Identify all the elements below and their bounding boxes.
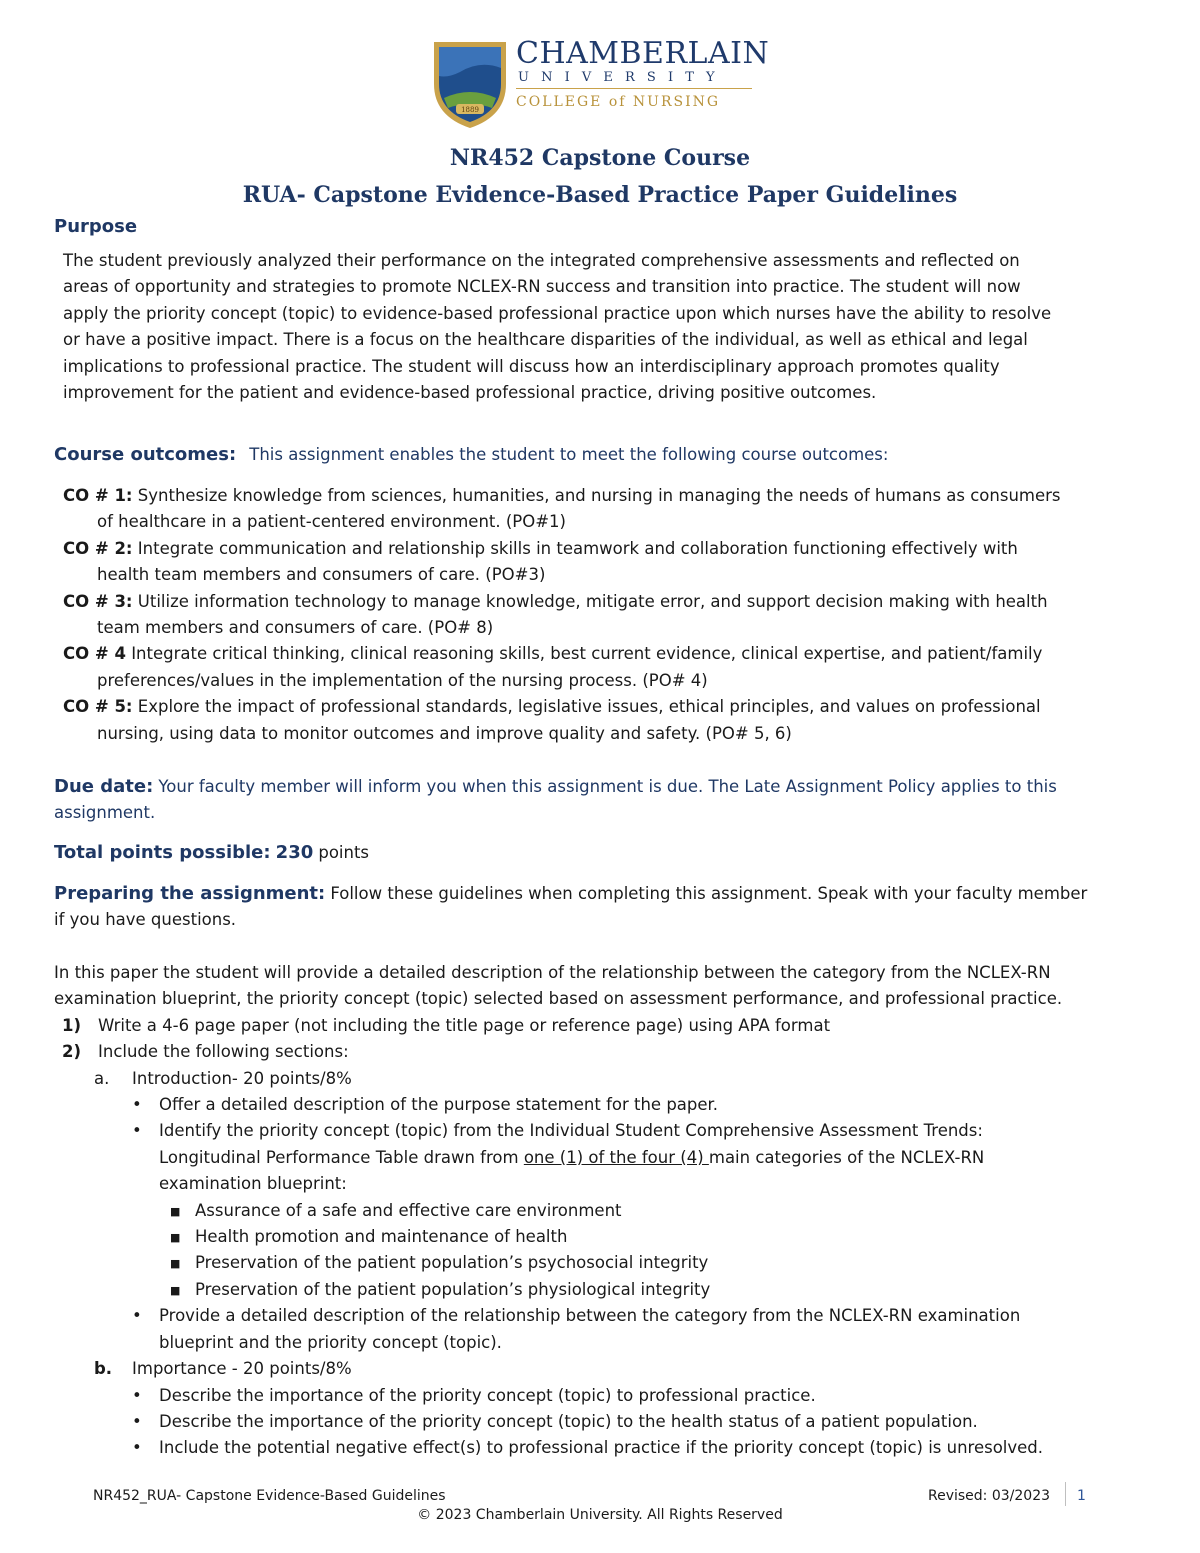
bullet-text-part: Longitudinal Performance Table drawn from: [159, 1147, 524, 1167]
outcome-text: Explore the impact of professional standards, legislative issues, ethical principles, and values on professional: [137, 697, 1041, 717]
due-date-text-cont: assignment.: [54, 803, 156, 823]
square-bullet-icon: ■: [170, 1283, 181, 1297]
step-number: 2): [62, 1042, 82, 1062]
footer-doc-name: NR452_RUA- Capstone Evidence-Based Guidelines: [93, 1488, 446, 1504]
footer-revised: Revised: 03/2023: [928, 1488, 1051, 1504]
footer-page-number: 1: [1077, 1488, 1086, 1504]
intro-line: examination blueprint, the priority concept (topic) selected based on assessment performance, and professional practice.: [54, 989, 1063, 1009]
step-item: [54, 1039, 1164, 1065]
sub-bullet-item: [54, 1250, 1164, 1276]
step-number: 1): [62, 1015, 82, 1035]
outcome-item: [63, 589, 1153, 642]
underlined-text: one (1) of the four (4): [523, 1147, 709, 1167]
course-title: NR452 Capstone Course: [449, 145, 751, 171]
chamberlain-logo: [430, 36, 770, 130]
bullet-icon: •: [132, 1385, 142, 1405]
purpose-line: areas of opportunity and strategies to promote NCLEX-RN success and transition into practice. The student will now: [63, 277, 1021, 297]
bullet-item: [54, 1435, 1164, 1461]
outcome-label: CO # 5:: [63, 697, 133, 717]
paper-title: RUA- Capstone Evidence-Based Practice Paper Guidelines: [242, 182, 958, 208]
step-text: Write a 4-6 page paper (not including the title page or reference page) using APA format: [98, 1015, 831, 1035]
purpose-line: improvement for the patient and evidence-based professional practice, driving positive outcomes.: [63, 383, 877, 403]
footer-divider: [1065, 1482, 1066, 1506]
section-a: [54, 1066, 1164, 1092]
outcome-text: Integrate communication and relationship skills in teamwork and collaboration functioning effectively with: [137, 538, 1018, 558]
total-points-value: 230: [275, 842, 314, 863]
outcome-text-cont: nursing, using data to monitor outcomes and improve quality and safety. (PO# 5, 6): [97, 723, 792, 743]
section-a-label: a.: [94, 1068, 110, 1088]
preparing-heading: Preparing the assignment:: [54, 883, 326, 904]
outcome-label: CO # 3:: [63, 591, 133, 611]
outcome-text: Integrate critical thinking, clinical reasoning skills, best current evidence, clinical expertise, and patient/family: [131, 644, 1043, 664]
sub-bullet-text: Preservation of the patient population’s physiological integrity: [195, 1279, 711, 1299]
logo-name: CHAMBERLAIN: [516, 36, 770, 71]
bullet-icon: •: [132, 1095, 142, 1115]
bullet-text: Identify the priority concept (topic) from the Individual Student Comprehensive Assessment Trends:: [159, 1121, 983, 1141]
outcome-text: Synthesize knowledge from sciences, humanities, and nursing in managing the needs of humans as consumers: [137, 486, 1061, 505]
outcome-text-cont: health team members and consumers of care. (PO#3): [97, 565, 546, 585]
logo-university: U N I V E R S I T Y: [518, 70, 719, 85]
course-outcomes-heading: Course outcomes:: [54, 444, 237, 465]
outcome-item: [63, 641, 1153, 694]
outcome-text: Utilize information technology to manage knowledge, mitigate error, and support decision making with health: [137, 591, 1048, 611]
outcome-item: [63, 694, 1153, 747]
bullet-item: [54, 1118, 1164, 1144]
step-text: Include the following sections:: [98, 1042, 349, 1062]
purpose-line: The student previously analyzed their performance on the integrated comprehensive assessments and reflected on: [63, 251, 1020, 270]
total-points-row: [54, 840, 369, 866]
purpose-line: apply the priority concept (topic) to evidence-based professional practice upon which nurses have the ability to resolve: [63, 303, 1052, 323]
outcome-label: CO # 2:: [63, 538, 133, 558]
outcome-item: [63, 483, 1153, 536]
bullet-text-cont: examination blueprint:: [159, 1174, 347, 1194]
preparing-section: [54, 881, 1154, 934]
logo-college: COLLEGE of NURSING: [516, 94, 721, 110]
step-item: [54, 1013, 1164, 1039]
outcome-text-cont: preferences/values in the implementation of the nursing process. (PO# 4): [97, 670, 708, 690]
square-bullet-icon: ■: [170, 1257, 181, 1271]
preparing-text-cont: if you have questions.: [54, 910, 237, 930]
bullet-item: [54, 1092, 1164, 1118]
bullet-icon: •: [132, 1306, 142, 1326]
bullet-icon: •: [132, 1121, 142, 1141]
bullet-text-cont: blueprint and the priority concept (topic).: [159, 1332, 502, 1352]
bullet-text: Describe the importance of the priority concept (topic) to professional practice.: [159, 1385, 816, 1405]
outcome-label: CO # 1:: [63, 486, 133, 505]
outcome-text-cont: of healthcare in a patient-centered environment. (PO#1): [97, 512, 566, 532]
logo-divider: [516, 88, 752, 89]
course-outcomes-intro: This assignment enables the student to meet the following course outcomes:: [249, 445, 889, 464]
section-b-title: Importance - 20 points/8%: [132, 1359, 352, 1379]
bullet-icon: •: [132, 1438, 142, 1458]
bullet-item: [54, 1409, 1164, 1435]
purpose-line: or have a positive impact. There is a focus on the healthcare disparities of the individual, as well as ethical and legal: [63, 330, 1028, 350]
sub-bullet-item: [54, 1198, 1164, 1224]
outcome-label: CO # 4: [63, 644, 126, 664]
bullet-item: [54, 1383, 1164, 1409]
total-points-unit: points: [318, 843, 370, 862]
bullet-item: [54, 1303, 1164, 1329]
purpose-heading: Purpose: [54, 216, 138, 237]
sub-bullet-item: [54, 1277, 1164, 1303]
sub-bullet-text: Assurance of a safe and effective care environment: [195, 1200, 622, 1220]
section-b: [54, 1356, 1164, 1382]
svg-text:1889: 1889: [461, 106, 479, 114]
instructions-body: [54, 960, 1164, 1462]
outcome-text-cont: team members and consumers of care. (PO# 8): [97, 618, 494, 638]
intro-line: In this paper the student will provide a detailed description of the relationship between the category from the NCLEX-RN: [54, 963, 1051, 982]
section-a-title: Introduction- 20 points/8%: [132, 1068, 352, 1088]
square-bullet-icon: ■: [170, 1231, 181, 1245]
bullet-text: Include the potential negative effect(s) to professional practice if the priority concept (topic) is unresolved.: [159, 1438, 1044, 1458]
bullet-text: Provide a detailed description of the relationship between the category from the NCLEX-RN examination: [159, 1306, 1021, 1326]
total-points-heading: Total points possible:: [54, 842, 271, 863]
course-outcomes-list: [63, 483, 1153, 747]
footer-copyright: © 2023 Chamberlain University. All Rights Reserved: [417, 1507, 783, 1523]
purpose-line: implications to professional practice. The student will discuss how an interdisciplinary approach promotes quality: [63, 356, 1000, 376]
sub-bullet-item: [54, 1224, 1164, 1250]
section-b-label: b.: [94, 1359, 113, 1379]
due-date-text: Your faculty member will inform you when this assignment is due. The Late Assignment Policy applies to this: [158, 777, 1057, 796]
preparing-text: Follow these guidelines when completing this assignment. Speak with your faculty member: [330, 884, 1088, 903]
outcome-item: [63, 536, 1153, 589]
bullet-text: Offer a detailed description of the purpose statement for the paper.: [159, 1095, 719, 1115]
bullet-text: Describe the importance of the priority concept (topic) to the health status of a patient population.: [159, 1411, 978, 1431]
due-date-heading: Due date:: [54, 776, 154, 797]
due-date-section: [54, 774, 1154, 827]
bullet-text-cont: [54, 1145, 1164, 1171]
shield-crest-icon: [430, 38, 510, 130]
bullet-text-part: main categories of the NCLEX-RN: [708, 1147, 985, 1167]
square-bullet-icon: ■: [170, 1204, 181, 1218]
course-outcomes-row: [54, 444, 888, 465]
sub-bullet-text: Health promotion and maintenance of health: [195, 1227, 568, 1247]
sub-bullet-text: Preservation of the patient population’s psychosocial integrity: [195, 1253, 709, 1273]
bullet-icon: •: [132, 1411, 142, 1431]
purpose-paragraph: [63, 248, 1153, 406]
